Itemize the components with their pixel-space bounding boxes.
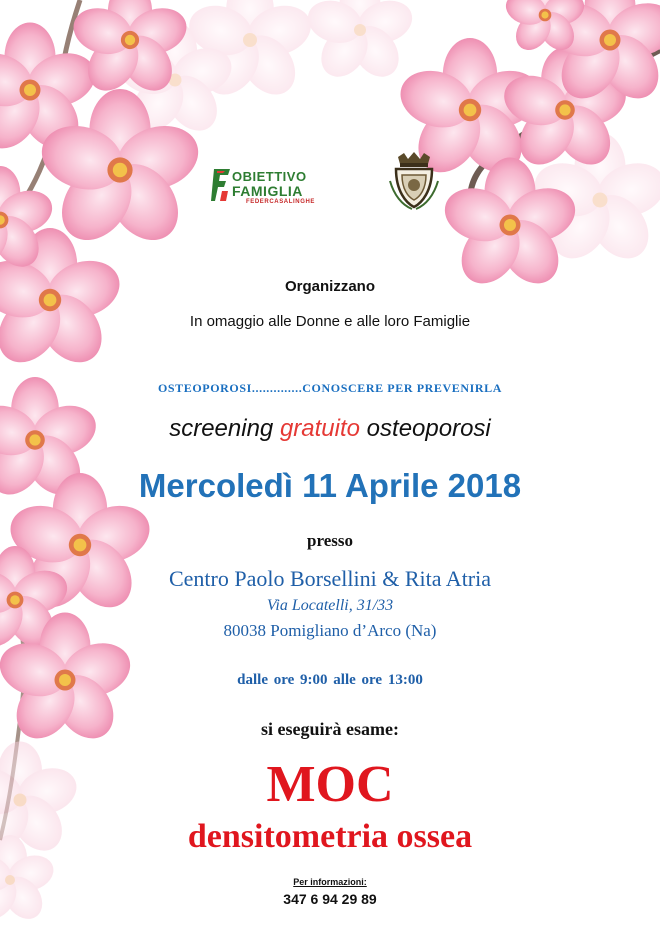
organizers-heading: Organizzano: [284, 278, 375, 295]
screening-pre: screening: [169, 415, 280, 442]
obiettivo-famiglia-logo: [210, 163, 350, 209]
venue-name: Centro Paolo Borsellini & Rita Atria: [168, 566, 492, 591]
osteoporosis-headline: OSTEOPOROSI..............CONOSCERE PER PREVENIRLA: [157, 381, 503, 395]
info-label: Per informazioni:: [293, 877, 367, 887]
screening-post: osteoporosi: [360, 415, 491, 442]
screening-free-word: gratuito: [279, 415, 361, 442]
logo-line-obiettivo: OBIETTIVO: [232, 169, 307, 184]
gift-subheading: In omaggio alle Donne e alle loro Famiglie: [189, 313, 471, 330]
logo-line-federcasalinghe: FEDERCASALINGHE: [246, 199, 316, 205]
venue-street: Via Locatelli, 31/33: [266, 597, 394, 614]
screening-line: [0, 415, 660, 443]
exam-description: densitometria ossea: [187, 818, 473, 855]
exam-intro: si eseguirà esame:: [261, 719, 399, 739]
exam-name: MOC: [266, 756, 394, 813]
logo-line-famiglia: FAMIGLIA: [232, 183, 303, 199]
event-date: Mercoledì 11 Aprile 2018: [138, 467, 522, 504]
info-phone-number: 347 6 94 29 89: [283, 891, 377, 907]
municipal-crest-icon: [388, 151, 440, 211]
venue-city: 80038 Pomigliano d’Arco (Na): [223, 621, 437, 640]
event-hours: dalle ore 9:00 alle ore 13:00: [237, 672, 423, 688]
presso-label: presso: [307, 531, 353, 550]
family-logo-icon: [210, 167, 232, 203]
